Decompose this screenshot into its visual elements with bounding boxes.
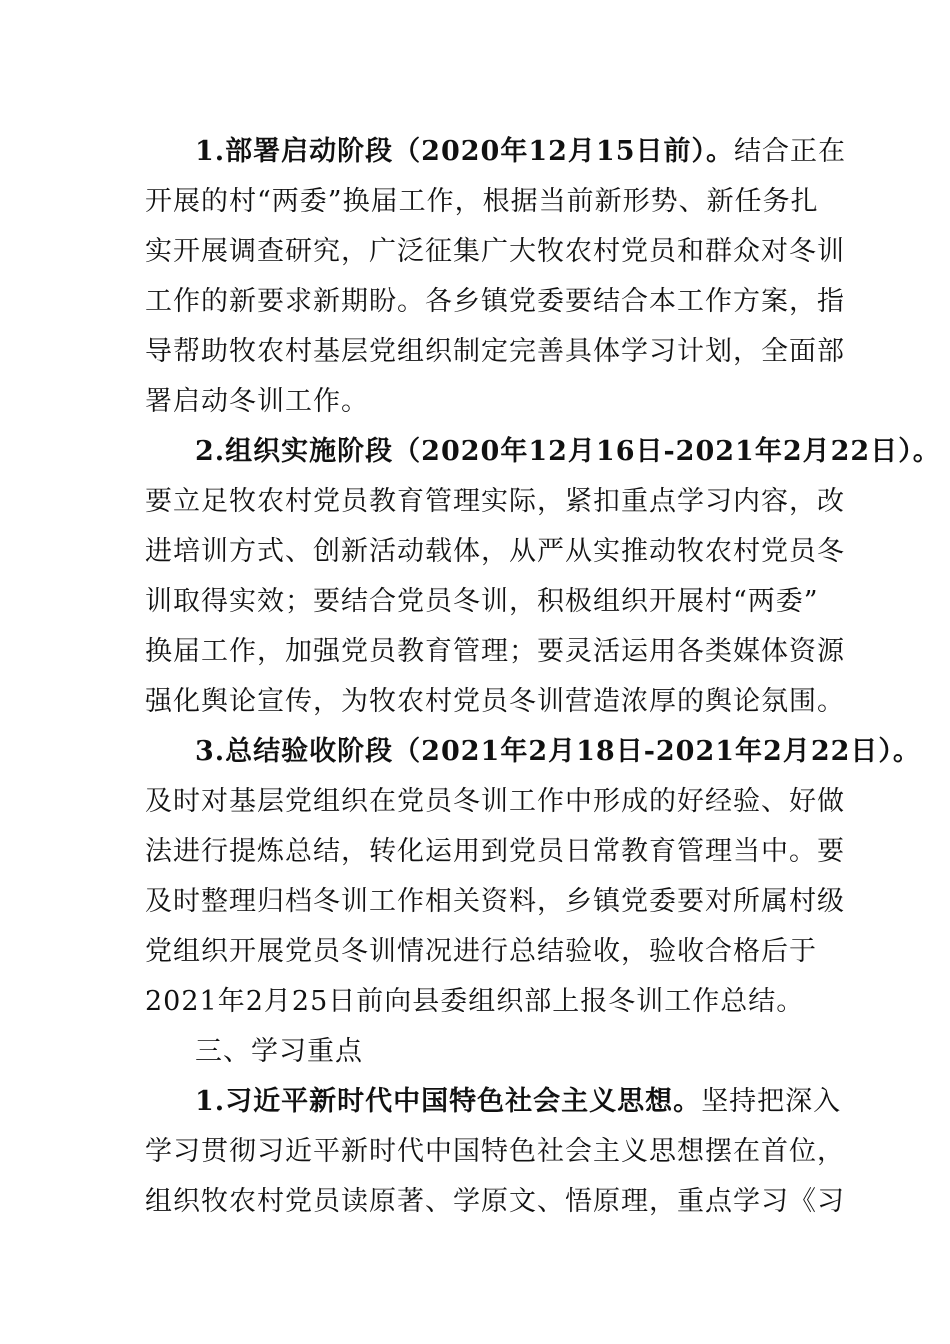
paragraph-line: 署启动冬训工作。	[145, 386, 369, 417]
paragraph-line: 党组织开展党员冬训情况进行总结验收，验收合格后于	[145, 936, 817, 967]
section-heading: 三、学习重点	[195, 1036, 363, 1067]
paragraph-line: 实开展调查研究，广泛征集广大牧农村党员和群众对冬训	[145, 236, 845, 267]
paragraph-line: 及时整理归档冬训工作相关资料，乡镇党委要对所属村级	[145, 886, 845, 917]
paragraph-line: 进培训方式、创新活动载体，从严从实推动牧农村党员冬	[145, 536, 845, 567]
paragraph-line: 换届工作，加强党员教育管理；要灵活运用各类媒体资源	[145, 636, 845, 667]
paragraph-line: 训取得实效；要结合党员冬训，积极组织开展村“两委”	[145, 586, 819, 617]
paragraph-heading: 2.组织实施阶段（2020年12月16日-2021年2月22日）。	[195, 436, 941, 467]
paragraph-line: 及时对基层党组织在党员冬训工作中形成的好经验、好做	[145, 786, 845, 817]
paragraph-line	[195, 734, 921, 770]
paragraph-line: 强化舆论宣传，为牧农村党员冬训营造浓厚的舆论氛围。	[145, 686, 845, 717]
paragraph-line: 开展的村“两委”换届工作，根据当前新形势、新任务扎	[145, 186, 819, 217]
paragraph-text: 结合正在	[733, 136, 846, 167]
paragraph-line: 导帮助牧农村基层党组织制定完善具体学习计划，全面部	[145, 336, 845, 367]
paragraph-line: 2021年2月25日前向县委组织部上报冬训工作总结。	[145, 986, 805, 1017]
paragraph-line: 工作的新要求新期盼。各乡镇党委要结合本工作方案，指	[145, 286, 845, 317]
paragraph-line	[195, 1084, 842, 1120]
paragraph-heading: 1.习近平新时代中国特色社会主义思想。	[195, 1086, 702, 1117]
paragraph-heading: 3.总结验收阶段（2021年2月18日-2021年2月22日）。	[195, 736, 921, 767]
paragraph-line	[195, 434, 941, 470]
paragraph-line: 组织牧农村党员读原著、学原文、悟原理，重点学习《习	[145, 1186, 845, 1217]
paragraph-line: 法进行提炼总结，转化运用到党员日常教育管理当中。要	[145, 836, 845, 867]
paragraph-heading: 1.部署启动阶段（2020年12月15日前）。	[195, 136, 734, 167]
paragraph-line	[195, 134, 846, 170]
paragraph-line: 要立足牧农村党员教育管理实际，紧扣重点学习内容，改	[145, 486, 845, 517]
paragraph-text: 坚持把深入	[701, 1086, 842, 1117]
paragraph-line: 学习贯彻习近平新时代中国特色社会主义思想摆在首位，	[145, 1136, 845, 1167]
